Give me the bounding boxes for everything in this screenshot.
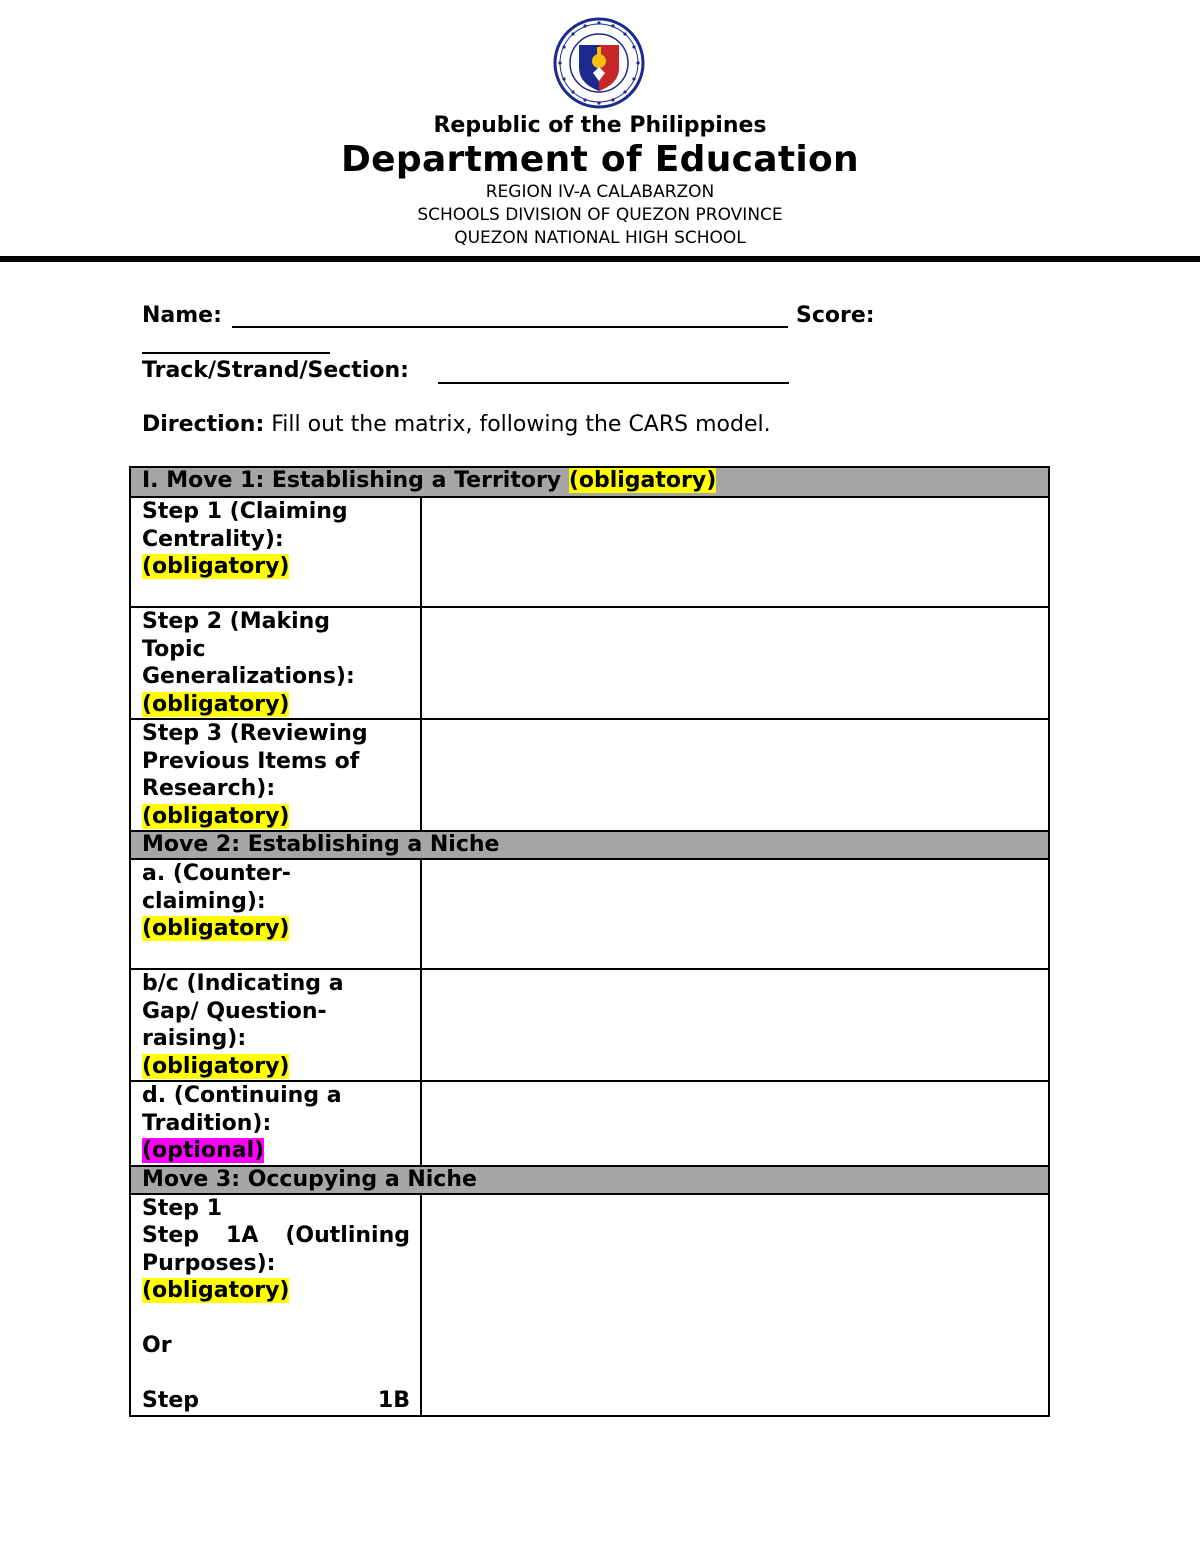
move1-title: I. Move 1: Establishing a Territory	[142, 468, 569, 493]
move2-bc-label	[130, 969, 421, 1081]
move3-step1a-word: 1A	[226, 1223, 259, 1248]
move1-step2-answer[interactable]	[421, 607, 1049, 719]
header-division: SCHOOLS DIVISION OF QUEZON PROVINCE	[417, 205, 783, 225]
move2-bc-line: raising):	[142, 1026, 247, 1051]
header-department: Department of Education	[341, 139, 859, 180]
move3-title: Move 3: Occupying a Niche	[142, 1166, 477, 1192]
move2-bc-row	[130, 969, 1049, 1081]
header-republic: Republic of the Philippines	[433, 113, 767, 138]
move3-or-label: Or	[142, 1333, 172, 1358]
direction-row	[142, 412, 771, 437]
move1-step3-label	[130, 719, 421, 831]
direction-label: Direction:	[142, 412, 265, 437]
move2-a-label	[130, 859, 421, 969]
move3-step1b-word: 1B	[377, 1388, 410, 1413]
move2-d-line: Tradition):	[142, 1110, 272, 1136]
move2-title: Move 2: Establishing a Niche	[142, 832, 500, 857]
move2-a-line: a. (Counter-	[142, 861, 291, 886]
move3-header-row	[130, 1166, 1049, 1194]
move2-header-row	[130, 831, 1049, 859]
name-label: Name:	[142, 303, 222, 328]
move2-d-answer[interactable]	[421, 1081, 1049, 1166]
move3-step1-line: Step 1	[142, 1195, 222, 1221]
header-region: REGION IV-A CALABARZON	[485, 182, 715, 202]
score-row	[796, 303, 875, 328]
track-label: Track/Strand/Section:	[142, 358, 409, 383]
move2-bc-line: Gap/ Question-	[142, 998, 327, 1024]
move3-step1-tag: (obligatory)	[142, 1278, 290, 1303]
name-row	[142, 303, 222, 328]
move3-step1-line: Purposes):	[142, 1250, 276, 1276]
move2-a-answer[interactable]	[421, 859, 1049, 969]
move2-a-row	[130, 859, 1049, 969]
move1-step2-line: Step 2 (Making	[142, 609, 331, 634]
cars-matrix	[129, 466, 1050, 1417]
move3-step1b-word: Step	[142, 1388, 200, 1413]
move3-step1-answer[interactable]	[421, 1194, 1049, 1416]
move2-d-label	[130, 1081, 421, 1166]
move3-step1-row	[130, 1194, 1049, 1416]
move1-tag: (obligatory)	[568, 468, 717, 493]
move3-step1a-word: (Outlining	[285, 1223, 410, 1248]
header-divider	[0, 256, 1200, 262]
track-row	[142, 358, 409, 383]
move1-step1-label	[130, 497, 421, 607]
move1-step1-tag: (obligatory)	[142, 554, 290, 579]
move3-step1a-line	[142, 1222, 410, 1250]
move2-d-tag: (optional)	[142, 1138, 265, 1163]
move1-step2-line: Topic	[142, 636, 206, 662]
move2-d-row	[130, 1081, 1049, 1166]
move2-bc-tag: (obligatory)	[142, 1053, 290, 1079]
move1-step3-line: Step 3 (Reviewing	[142, 721, 368, 746]
score-label: Score:	[796, 303, 875, 328]
move1-step2-label	[130, 607, 421, 719]
direction-text: Fill out the matrix, following the CARS model.	[264, 412, 771, 437]
move1-step1-line: Centrality):	[142, 526, 284, 552]
move1-step3-line: Research):	[142, 776, 276, 801]
move1-step1-answer[interactable]	[421, 497, 1049, 607]
header-school: QUEZON NATIONAL HIGH SCHOOL	[454, 228, 746, 248]
score-blank[interactable]	[142, 352, 330, 354]
move3-step1a-word: Step	[142, 1223, 200, 1248]
move1-step1-line: Step 1 (Claiming	[142, 499, 348, 524]
move2-bc-answer[interactable]	[421, 969, 1049, 1081]
move2-bc-line: b/c (Indicating a	[142, 971, 344, 996]
move1-step2-row	[130, 607, 1049, 719]
move1-step3-tag: (obligatory)	[142, 803, 290, 829]
deped-seal-logo	[553, 17, 645, 109]
move3-step1-label	[130, 1194, 421, 1416]
move2-d-line: d. (Continuing a	[142, 1083, 342, 1108]
move3-header	[130, 1166, 1049, 1194]
move1-header	[130, 467, 1049, 497]
track-blank[interactable]	[438, 382, 789, 384]
name-blank[interactable]	[232, 326, 788, 328]
move1-step3-line: Previous Items of	[142, 748, 360, 774]
move1-step3-answer[interactable]	[421, 719, 1049, 831]
move1-step3-row	[130, 719, 1049, 831]
move1-step2-line: Generalizations):	[142, 664, 355, 689]
move2-header	[130, 831, 1049, 859]
move1-step2-tag: (obligatory)	[142, 691, 290, 717]
move2-a-tag: (obligatory)	[142, 916, 290, 941]
move3-step1b-line	[142, 1387, 410, 1415]
move1-step1-row	[130, 497, 1049, 607]
move1-header-row	[130, 467, 1049, 497]
move2-a-line: claiming):	[142, 888, 266, 914]
